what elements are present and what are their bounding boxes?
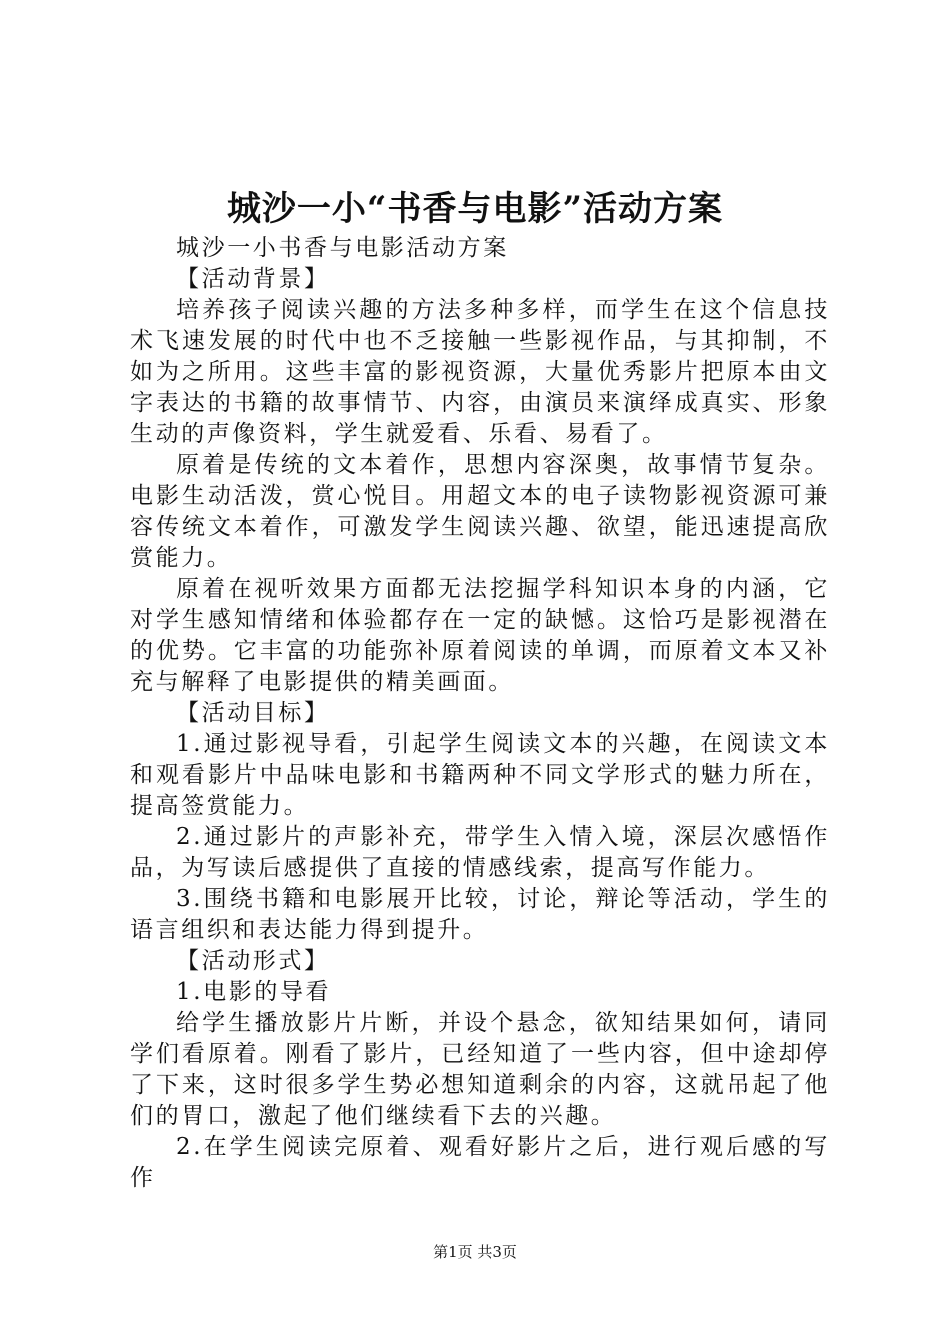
list-item: 2.在学生阅读完原着、观看好影片之后，进行观后感的写作 <box>130 1134 830 1191</box>
paragraph: 原着在视听效果方面都无法挖掘学科知识本身的内涵，它对学生感知情绪和体验都存在一定的缺憾。这恰巧是影视潜在的优势。它丰富的功能弥补原着阅读的单调，而原着文本又补充与解释了电影提供的精美画面。 <box>130 576 830 695</box>
page-number: 第1页 共3页 <box>433 1243 517 1261</box>
document-body <box>130 233 830 1194</box>
paragraph: 原着是传统的文本着作，思想内容深奥，故事情节复杂。电影生动活泼，赏心悦目。用超文本的电子读物影视资源可兼容传统文本着作，可激发学生阅读兴趣、欲望，能迅速提高欣赏能力。 <box>130 452 830 571</box>
paragraph: 给学生播放影片片断，并设个悬念，欲知结果如何，请同学们看原着。刚看了影片，已经知道了一些内容，但中途却停了下来，这时很多学生势必想知道剩余的内容，这就吊起了他们的胃口，激起了他们继续看下去的兴趣。 <box>130 1010 830 1129</box>
list-item: 1.电影的导看 <box>176 979 332 1005</box>
list-item: 2.通过影片的声影补充，带学生入情入境，深层次感悟作品，为写读后感提供了直接的情感线索，提高写作能力。 <box>130 824 830 881</box>
paragraph: 培养孩子阅读兴趣的方法多种多样，而学生在这个信息技术飞速发展的时代中也不乏接触一些影视作品，与其抑制，不如为之所用。这些丰富的影视资源，大量优秀影片把原本由文字表达的书籍的故事情节、内容，由演员来演绎成真实、形象生动的声像资料，学生就爱看、乐看、易看了。 <box>130 297 830 447</box>
list-item: 3.围绕书籍和电影展开比较，讨论，辩论等活动，学生的语言组织和表达能力得到提升。 <box>130 886 830 943</box>
document-title: 城沙一小“书香与电影”活动方案 <box>226 189 724 229</box>
paragraph-subtitle: 城沙一小书香与电影活动方案 <box>176 235 509 261</box>
section-heading-format: 【活动形式】 <box>176 948 330 974</box>
list-item: 1.通过影视导看，引起学生阅读文本的兴趣，在阅读文本和观看影片中品味电影和书籍两种不同文学形式的魅力所在，提高签赏能力。 <box>130 731 830 819</box>
section-heading-goals: 【活动目标】 <box>176 700 330 726</box>
section-heading-background: 【活动背景】 <box>176 266 330 292</box>
